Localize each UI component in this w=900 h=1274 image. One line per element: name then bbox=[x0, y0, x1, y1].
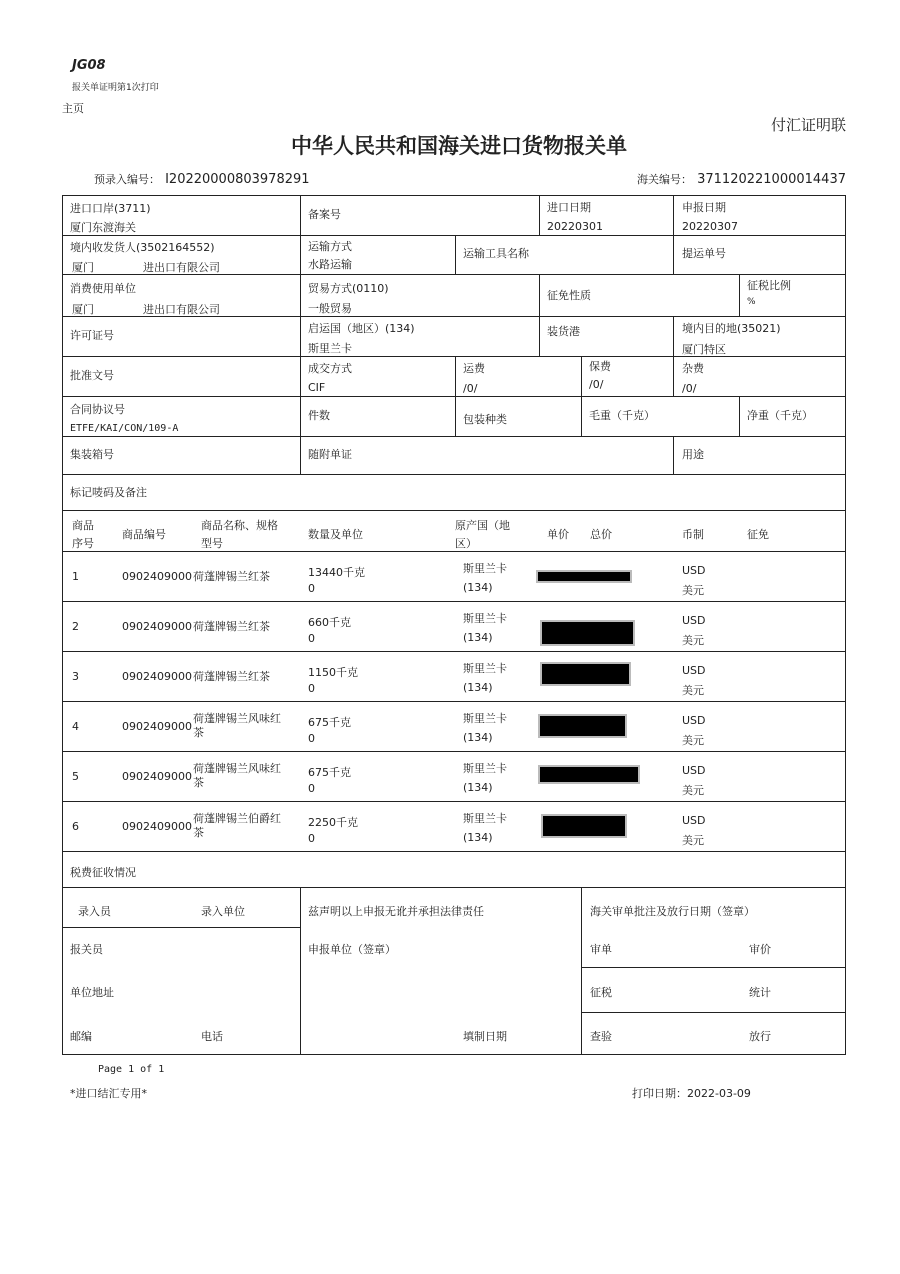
row-line bbox=[62, 356, 846, 357]
freight-label: 运费 bbox=[463, 362, 485, 375]
loading-port-label: 装货港 bbox=[547, 325, 580, 338]
bill-no-label: 提运单号 bbox=[682, 247, 726, 260]
consignee-label: 境内收发货人(3502164552) bbox=[70, 241, 215, 254]
row-line bbox=[581, 967, 846, 968]
col-line bbox=[581, 356, 582, 436]
gross-weight-label: 毛重（千克） bbox=[589, 409, 655, 422]
goods-qty-secondary: 0 bbox=[308, 832, 315, 845]
page-indicator: Page 1 of 1 bbox=[98, 1064, 165, 1075]
redacted-price bbox=[543, 816, 625, 836]
import-port-label: 进口口岸(3711) bbox=[70, 202, 151, 215]
goods-seq: 2 bbox=[72, 620, 79, 633]
consignee-city: 厦门 bbox=[72, 261, 94, 274]
goods-total-price-header: 总价 bbox=[590, 528, 612, 541]
valuation-label: 审价 bbox=[749, 943, 771, 956]
goods-code: 0902409000 bbox=[122, 770, 192, 783]
row-line bbox=[62, 851, 846, 852]
row-line bbox=[62, 927, 300, 928]
row-line bbox=[62, 510, 846, 511]
release-label: 放行 bbox=[749, 1030, 771, 1043]
tax-collect-label: 征税 bbox=[590, 986, 612, 999]
origin-country-value: 斯里兰卡 bbox=[308, 342, 352, 355]
col-line bbox=[300, 887, 301, 1054]
statistics-label: 统计 bbox=[749, 986, 771, 999]
postcode-label: 邮编 bbox=[70, 1030, 92, 1043]
goods-currency-name: 美元 bbox=[682, 834, 704, 847]
redacted-price bbox=[542, 664, 629, 684]
goods-currency: USD bbox=[682, 564, 706, 577]
container-label: 集装箱号 bbox=[70, 448, 114, 461]
package-label: 包装种类 bbox=[463, 413, 507, 426]
goods-code-header: 商品编号 bbox=[122, 528, 166, 541]
record-no-label: 备案号 bbox=[308, 208, 341, 221]
pre-entry-label: 预录入编号： bbox=[94, 173, 160, 186]
goods-seq-header: 商品 bbox=[72, 519, 94, 532]
goods-code: 0902409000 bbox=[122, 720, 192, 733]
goods-qty-secondary: 0 bbox=[308, 582, 315, 595]
goods-name: 荷蓬牌锡兰红茶 bbox=[193, 570, 270, 583]
goods-qty: 2250千克 bbox=[308, 816, 358, 829]
table-right-border bbox=[845, 195, 846, 1055]
pieces-label: 件数 bbox=[308, 409, 330, 422]
goods-currency-name: 美元 bbox=[682, 784, 704, 797]
goods-seq: 6 bbox=[72, 820, 79, 833]
customs-no-label: 海关编号： bbox=[637, 173, 693, 186]
goods-name: 荷蓬牌锡兰红茶 bbox=[193, 620, 270, 633]
entry-unit-label: 录入单位 bbox=[201, 905, 245, 918]
goods-code: 0902409000 bbox=[122, 570, 192, 583]
tax-nature-label: 征免性质 bbox=[547, 289, 591, 302]
goods-origin: 斯里兰卡 bbox=[463, 812, 507, 825]
redacted-price bbox=[538, 572, 630, 581]
goods-exemption-header: 征免 bbox=[747, 528, 769, 541]
declaring-unit-label: 申报单位（签章） bbox=[308, 943, 396, 956]
goods-currency-header: 币制 bbox=[682, 528, 704, 541]
goods-currency-name: 美元 bbox=[682, 684, 704, 697]
page-title: 中华人民共和国海关进口货物报关单 bbox=[291, 134, 627, 158]
customs-no-value: 371120221000014437 bbox=[697, 172, 846, 187]
transport-mode-value: 水路运输 bbox=[308, 258, 352, 271]
goods-code: 0902409000 bbox=[122, 620, 192, 633]
fill-date-label: 填制日期 bbox=[463, 1030, 507, 1043]
goods-currency: USD bbox=[682, 814, 706, 827]
col-line bbox=[455, 235, 456, 275]
table-left-border bbox=[62, 195, 63, 1055]
goods-seq: 1 bbox=[72, 570, 79, 583]
row-line bbox=[62, 396, 846, 397]
goods-qty: 675千克 bbox=[308, 766, 351, 779]
goods-code: 0902409000 bbox=[122, 820, 192, 833]
import-port-value: 厦门东渡海关 bbox=[70, 221, 136, 234]
unit-address-label: 单位地址 bbox=[70, 986, 114, 999]
contract-label: 合同协议号 bbox=[70, 403, 125, 416]
table-bottom-border bbox=[62, 1054, 846, 1055]
col-line bbox=[581, 887, 582, 1054]
license-label: 许可证号 bbox=[70, 329, 114, 342]
goods-seq: 5 bbox=[72, 770, 79, 783]
goods-qty-header: 数量及单位 bbox=[308, 528, 363, 541]
pre-entry-number bbox=[94, 168, 310, 187]
customs-number bbox=[637, 168, 846, 187]
goods-qty-secondary: 0 bbox=[308, 732, 315, 745]
goods-name-header-2: 型号 bbox=[201, 537, 223, 550]
goods-code: 0902409000 bbox=[122, 670, 192, 683]
freight-value: /0/ bbox=[463, 382, 478, 395]
row-line bbox=[62, 436, 846, 437]
home-link[interactable]: 主页 bbox=[62, 102, 84, 115]
declaration-statement: 兹声明以上申报无讹并承担法律责任 bbox=[308, 905, 484, 918]
goods-qty: 660千克 bbox=[308, 616, 351, 629]
col-line bbox=[739, 396, 740, 436]
declare-date-label: 申报日期 bbox=[682, 201, 726, 214]
col-line bbox=[455, 356, 456, 436]
row-line bbox=[62, 701, 846, 702]
redacted-price bbox=[542, 622, 633, 644]
goods-origin-code: (134) bbox=[463, 581, 493, 594]
import-date-label: 进口日期 bbox=[547, 201, 591, 214]
consumer-label: 消费使用单位 bbox=[70, 282, 136, 295]
goods-name: 荷蓬牌锡兰风味红 bbox=[193, 712, 281, 725]
goods-qty-secondary: 0 bbox=[308, 632, 315, 645]
special-use-note: *进口结汇专用* bbox=[70, 1087, 147, 1100]
tax-ratio-value: % bbox=[747, 297, 756, 307]
goods-seq: 4 bbox=[72, 720, 79, 733]
pre-entry-value: I20220000803978291 bbox=[165, 172, 310, 187]
insurance-value: /0/ bbox=[589, 378, 604, 391]
inspection-label: 查验 bbox=[590, 1030, 612, 1043]
approval-label: 批准文号 bbox=[70, 369, 114, 382]
goods-qty-secondary: 0 bbox=[308, 682, 315, 695]
deal-mode-value: CIF bbox=[308, 381, 326, 394]
review-label: 审单 bbox=[590, 943, 612, 956]
print-note: 报关单证明第1次打印 bbox=[72, 83, 159, 93]
trade-mode-value: 一般贸易 bbox=[308, 302, 352, 315]
goods-origin: 斯里兰卡 bbox=[463, 612, 507, 625]
consumer-city: 厦门 bbox=[72, 303, 94, 316]
col-line bbox=[300, 195, 301, 474]
goods-origin: 斯里兰卡 bbox=[463, 762, 507, 775]
goods-origin: 斯里兰卡 bbox=[463, 712, 507, 725]
goods-currency: USD bbox=[682, 764, 706, 777]
goods-qty: 675千克 bbox=[308, 716, 351, 729]
import-date-value: 20220301 bbox=[547, 220, 603, 233]
print-date: 打印日期：2022-03-09 bbox=[632, 1087, 751, 1100]
goods-origin-code: (134) bbox=[463, 831, 493, 844]
col-line bbox=[673, 356, 674, 396]
broker-label: 报关员 bbox=[70, 943, 103, 956]
remarks-label: 标记唛码及备注 bbox=[70, 486, 147, 499]
goods-name-cont: 茶 bbox=[193, 826, 204, 839]
goods-seq: 3 bbox=[72, 670, 79, 683]
phone-label: 电话 bbox=[201, 1030, 223, 1043]
col-line bbox=[673, 436, 674, 474]
declare-date-value: 20220307 bbox=[682, 220, 738, 233]
goods-origin: 斯里兰卡 bbox=[463, 562, 507, 575]
misc-fee-value: /0/ bbox=[682, 382, 697, 395]
entry-person-label: 录入员 bbox=[78, 905, 111, 918]
form-code: JG08 bbox=[72, 58, 106, 73]
goods-name: 荷蓬牌锡兰风味红 bbox=[193, 762, 281, 775]
goods-qty-secondary: 0 bbox=[308, 782, 315, 795]
goods-unit-price-header: 单价 bbox=[547, 528, 569, 541]
goods-name-header: 商品名称、规格 bbox=[201, 519, 278, 532]
col-line bbox=[539, 195, 540, 235]
col-line bbox=[739, 274, 740, 316]
transport-tool-label: 运输工具名称 bbox=[463, 247, 529, 260]
goods-name-cont: 茶 bbox=[193, 776, 204, 789]
attached-docs-label: 随附单证 bbox=[308, 448, 352, 461]
row-line bbox=[62, 801, 846, 802]
row-line bbox=[62, 751, 846, 752]
redacted-price bbox=[540, 767, 638, 782]
goods-name: 荷蓬牌锡兰红茶 bbox=[193, 670, 270, 683]
trade-mode-label: 贸易方式(0110) bbox=[308, 282, 389, 295]
goods-origin-code: (134) bbox=[463, 781, 493, 794]
contract-value: ETFE/KAI/CON/109-A bbox=[70, 423, 179, 434]
goods-currency-name: 美元 bbox=[682, 734, 704, 747]
goods-origin-code: (134) bbox=[463, 631, 493, 644]
redacted-price bbox=[540, 716, 625, 736]
goods-currency: USD bbox=[682, 614, 706, 627]
row-line bbox=[62, 551, 846, 552]
row-line bbox=[62, 601, 846, 602]
net-weight-label: 净重（千克） bbox=[747, 409, 813, 422]
goods-currency: USD bbox=[682, 664, 706, 677]
col-line bbox=[673, 316, 674, 356]
deal-mode-label: 成交方式 bbox=[308, 362, 352, 375]
tax-status-label: 税费征收情况 bbox=[70, 866, 136, 879]
goods-name-cont: 茶 bbox=[193, 726, 204, 739]
goods-origin-code: (134) bbox=[463, 731, 493, 744]
tax-ratio-label: 征税比例 bbox=[747, 279, 791, 292]
origin-country-label: 启运国（地区）(134) bbox=[308, 322, 415, 335]
customs-approval-label: 海关审单批注及放行日期（签章） bbox=[590, 905, 755, 918]
goods-origin-header-2: 区） bbox=[455, 537, 477, 550]
transport-mode-label: 运输方式 bbox=[308, 240, 352, 253]
goods-qty: 13440千克 bbox=[308, 566, 365, 579]
goods-qty: 1150千克 bbox=[308, 666, 358, 679]
dest-label: 境内目的地(35021) bbox=[682, 322, 781, 335]
consignee-name: 进出口有限公司 bbox=[143, 261, 220, 274]
misc-fee-label: 杂费 bbox=[682, 362, 704, 375]
consumer-name: 进出口有限公司 bbox=[143, 303, 220, 316]
row-line bbox=[62, 474, 846, 475]
row-line bbox=[62, 235, 846, 236]
goods-origin-header: 原产国（地 bbox=[455, 519, 510, 532]
goods-currency-name: 美元 bbox=[682, 584, 704, 597]
copy-type: 付汇证明联 bbox=[770, 116, 846, 134]
table-top-border bbox=[62, 195, 846, 196]
goods-currency: USD bbox=[682, 714, 706, 727]
usage-label: 用途 bbox=[682, 448, 704, 461]
goods-origin: 斯里兰卡 bbox=[463, 662, 507, 675]
dest-value: 厦门特区 bbox=[682, 343, 726, 356]
col-line bbox=[673, 195, 674, 275]
goods-name: 荷蓬牌锡兰伯爵红 bbox=[193, 812, 281, 825]
goods-seq-header-2: 序号 bbox=[72, 537, 94, 550]
goods-origin-code: (134) bbox=[463, 681, 493, 694]
goods-currency-name: 美元 bbox=[682, 634, 704, 647]
insurance-label: 保费 bbox=[589, 360, 611, 373]
row-line bbox=[62, 887, 846, 888]
row-line bbox=[581, 1012, 846, 1013]
col-line bbox=[539, 274, 540, 356]
row-line bbox=[62, 651, 846, 652]
